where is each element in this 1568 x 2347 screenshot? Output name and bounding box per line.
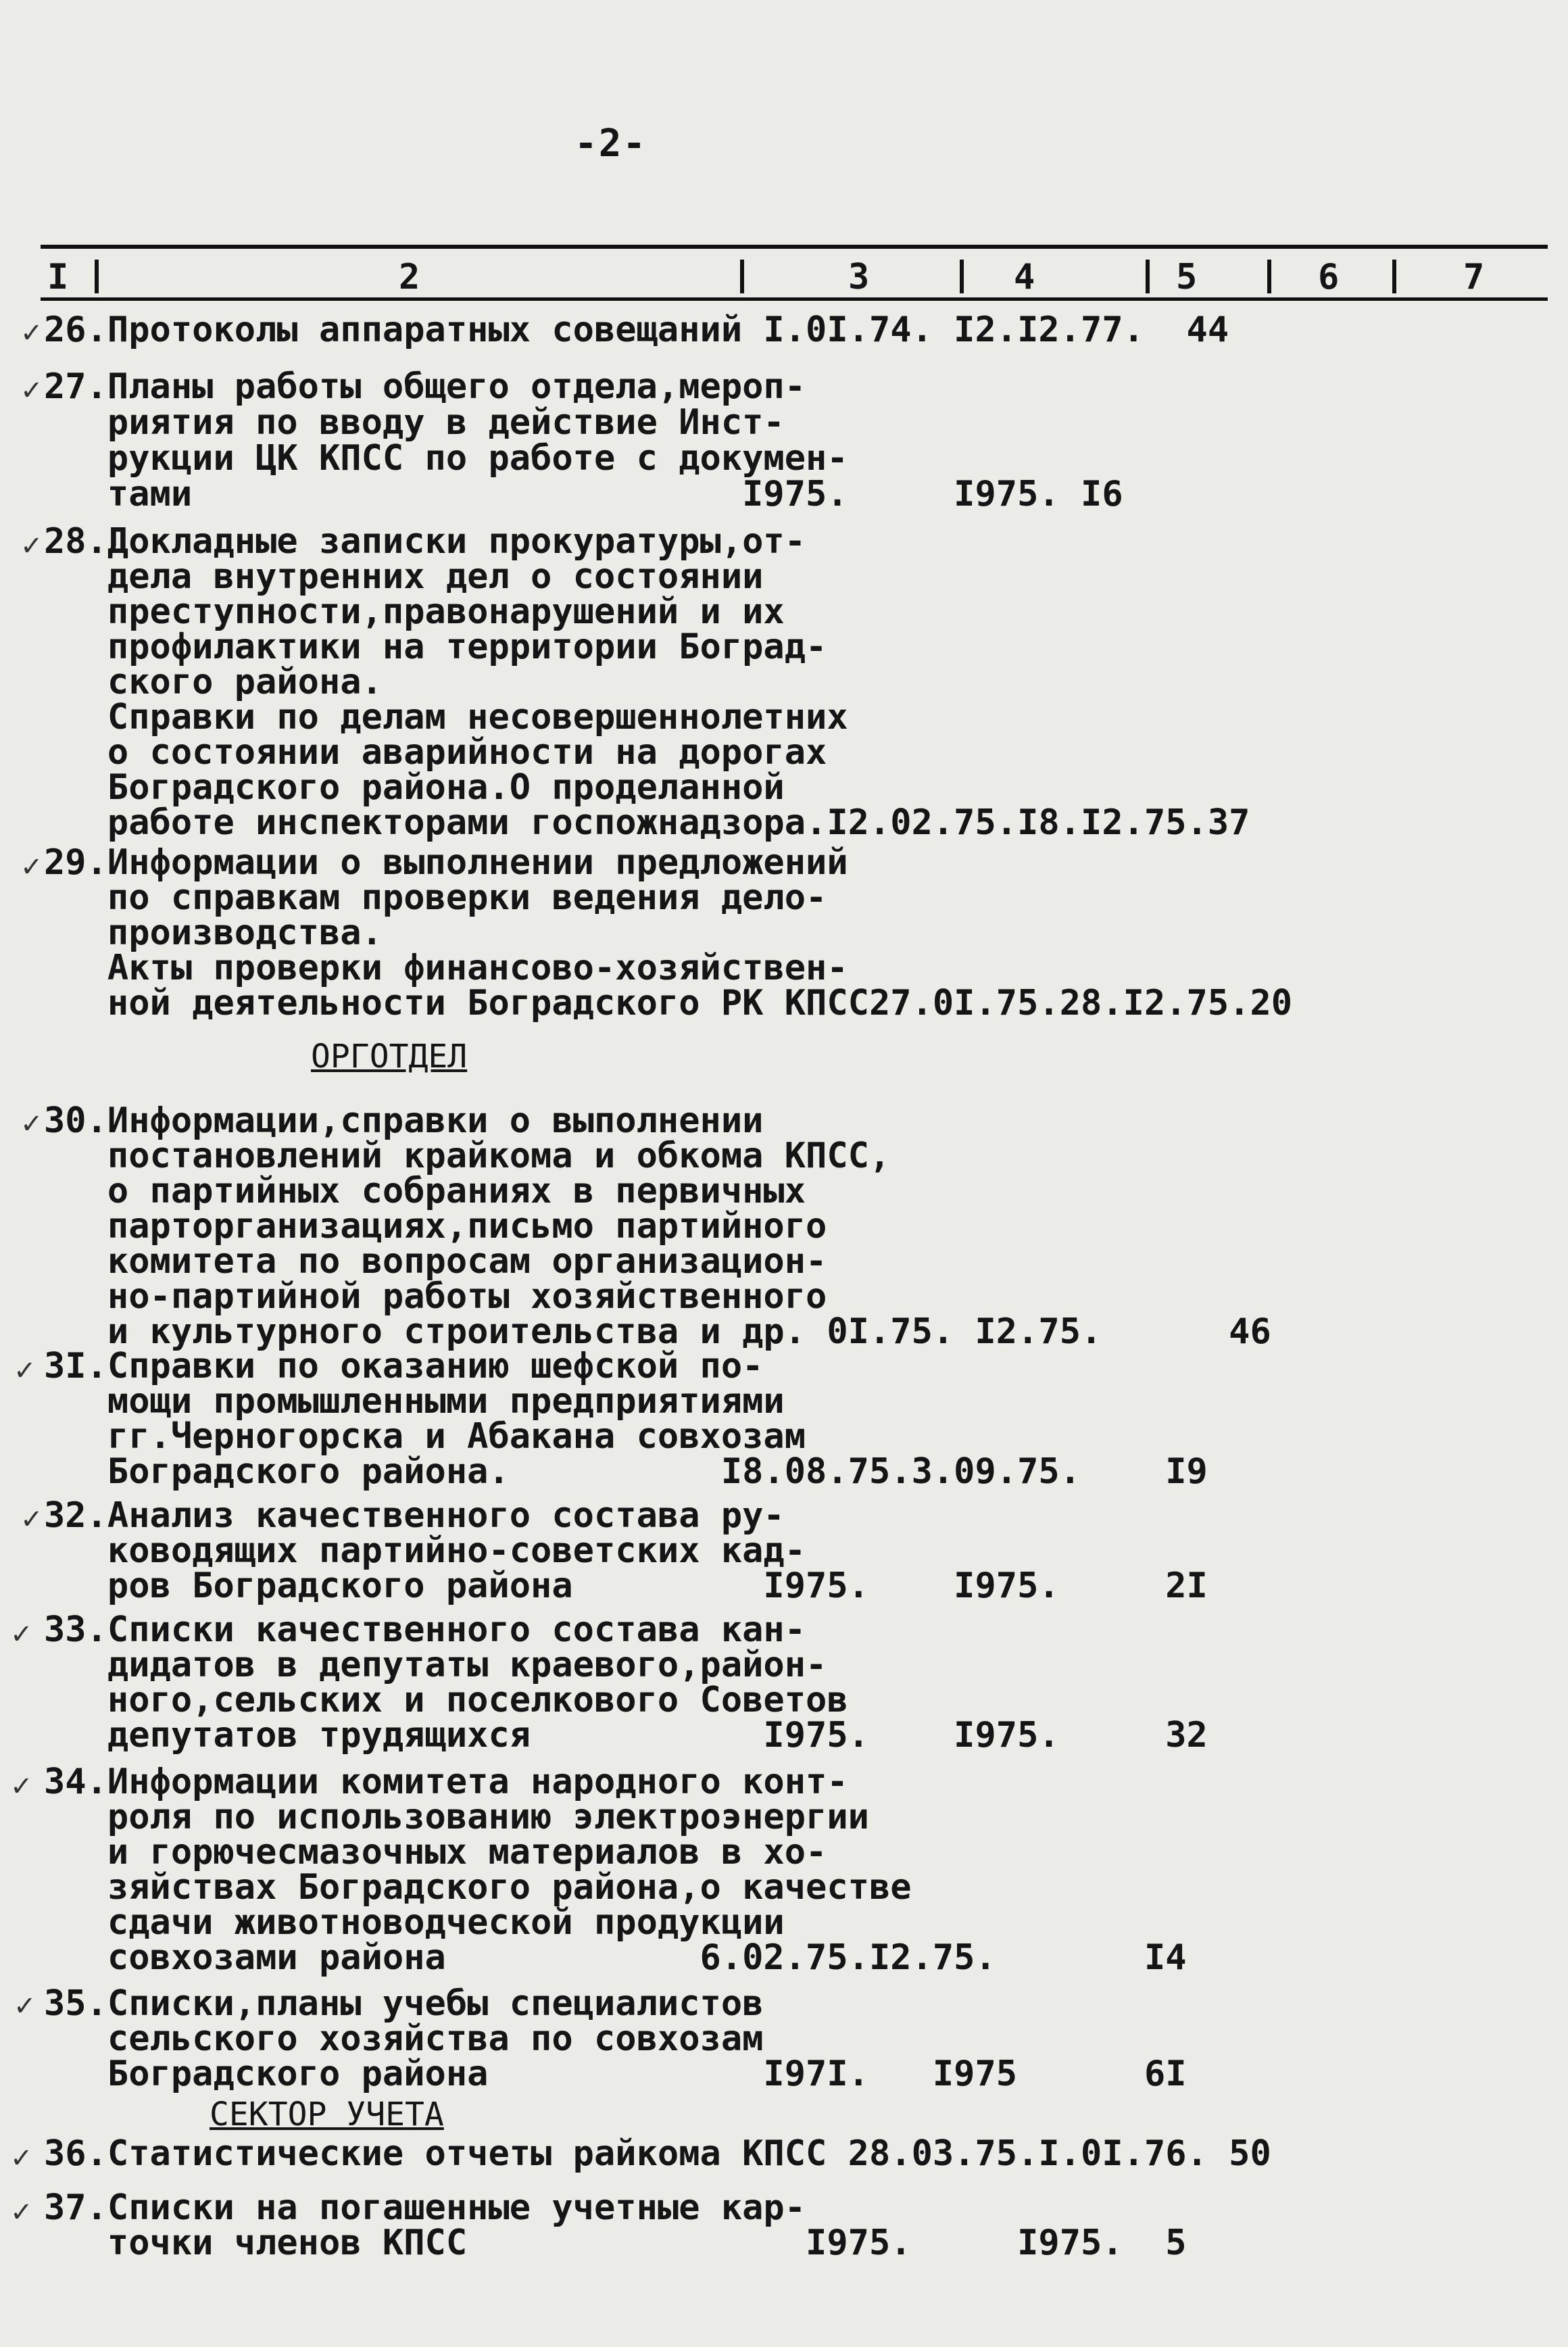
entry-line: роля по использованию электроэнергии	[44, 1797, 869, 1837]
entry-line: дела внутренних дел о состоянии	[44, 556, 764, 597]
checkmark-icon: ✓	[20, 852, 43, 883]
entry-line: точки членов КПСС I975. I975. 5	[44, 2223, 1187, 2263]
column-separator	[1267, 260, 1271, 293]
section-heading: ОРГОТДЕЛ	[311, 1038, 468, 1075]
checkmark-icon: ✓	[10, 1771, 33, 1802]
column-separator	[1392, 260, 1396, 293]
entry-line: ров Боградского района I975. I975. 2I	[44, 1566, 1208, 1606]
entry-line: 32.Анализ качественного состава ру-	[44, 1495, 785, 1536]
entry-line: ного,сельских и поселкового Советов	[44, 1680, 848, 1720]
entry-line: постановлений крайкома и обкома КПСС,	[44, 1136, 891, 1176]
checkmark-icon: ✓	[20, 1504, 43, 1535]
entry-line: дидатов в депутаты краевого,район-	[44, 1645, 827, 1685]
entry-line: профилактики на территории Боград-	[44, 627, 827, 667]
entry-line: сдачи животноводческой продукции	[44, 1902, 785, 1943]
column-number: 2	[399, 257, 420, 297]
column-number: 6	[1318, 257, 1340, 297]
entry-line: 28.Докладные записки прокуратуры,от-	[44, 521, 806, 562]
entry-line: мощи промышленными предприятиями	[44, 1381, 785, 1422]
checkmark-icon: ✓	[20, 1109, 43, 1140]
entry-line: преступности,правонарушений и их	[44, 591, 785, 632]
checkmark-icon: ✓	[20, 318, 43, 349]
checkmark-icon: ✓	[10, 2197, 33, 2228]
entry-line: гг.Черногорска и Абакана совхозам	[44, 1416, 806, 1457]
entry-line: 34.Информации комитета народного конт-	[44, 1762, 848, 1802]
column-separator	[1146, 260, 1150, 293]
entry-line: и культурного строительства и др. 0I.75. I2.75. 46	[44, 1311, 1271, 1352]
entry-line: ского района.	[44, 662, 383, 702]
column-number: 3	[848, 257, 870, 297]
entry-line: тами I975. I975. I6	[44, 474, 1123, 514]
entry-line: 29.Информации о выполнении предложений	[44, 842, 848, 883]
entry-line: Боградского района.О проделанной	[44, 767, 785, 808]
entry-line: риятия по вводу в действие Инст-	[44, 402, 785, 443]
page-number: -2-	[574, 122, 647, 166]
checkmark-icon: ✓	[10, 1619, 33, 1650]
entry-line: но-партийной работы хозяйственного	[44, 1276, 827, 1317]
entry-line: Акты проверки финансово-хозяйствен-	[44, 948, 848, 988]
entry-line: 37.Списки на погашенные учетные кар-	[44, 2187, 806, 2228]
entry-line: о состоянии аварийности на дорогах	[44, 732, 827, 773]
entry-line: 36.Статистические отчеты райкома КПСС 28.03.75.I.0I.76. 50	[44, 2133, 1271, 2174]
entry-line: рукции ЦК КПСС по работе с докумен-	[44, 438, 848, 479]
entry-line: о партийных собраниях в первичных	[44, 1171, 806, 1211]
column-number: I	[47, 257, 69, 297]
entry-line: 26.Протоколы аппаратных совещаний I.0I.74. I2.I2.77. 44	[44, 310, 1229, 350]
column-separator	[95, 260, 99, 293]
entry-line: 30.Информации,справки о выполнении	[44, 1100, 764, 1141]
entry-line: ководящих партийно-советских кад-	[44, 1530, 806, 1571]
entry-line: по справкам проверки ведения дело-	[44, 877, 827, 918]
header-rule-top	[41, 245, 1548, 249]
header-rule-bottom	[41, 297, 1548, 301]
entry-line: 27.Планы работы общего отдела,мероп-	[44, 366, 806, 407]
checkmark-icon: ✓	[20, 531, 43, 562]
checkmark-icon: ✓	[14, 1991, 36, 2022]
entry-line: комитета по вопросам организацион-	[44, 1241, 827, 1282]
checkmark-icon: ✓	[14, 1355, 36, 1386]
entry-line: ной деятельности Боградского РК КПСС27.0I.75.28.I2.75.20	[44, 983, 1293, 1023]
entry-line: совхозами района 6.02.75.I2.75. I4	[44, 1937, 1187, 1978]
entry-line: производства.	[44, 913, 383, 953]
entry-line: зяйствах Боградского района,о качестве	[44, 1867, 912, 1908]
entry-line: парторганизациях,письмо партийного	[44, 1206, 827, 1247]
entry-line: работе инспекторами госпожнадзора.I2.02.75.I8.I2.75.37	[44, 802, 1250, 843]
entry-line: сельского хозяйства по совхозам	[44, 2018, 764, 2059]
column-separator	[960, 260, 964, 293]
column-number: 7	[1463, 257, 1485, 297]
entry-line: Справки по делам несовершеннолетних	[44, 697, 848, 737]
entry-line: депутатов трудящихся I975. I975. 32	[44, 1715, 1208, 1756]
column-number: 4	[1014, 257, 1035, 297]
entry-line: 3I.Справки по оказанию шефской по-	[44, 1346, 764, 1386]
entry-line: Боградского района. I8.08.75.3.09.75. I9	[44, 1451, 1208, 1492]
checkmark-icon: ✓	[20, 375, 43, 406]
checkmark-icon: ✓	[10, 2143, 33, 2174]
entry-line: 33.Списки качественного состава кан-	[44, 1610, 806, 1650]
entry-line: 35.Списки,планы учебы специалистов	[44, 1983, 764, 2024]
entry-line: Боградского района I97I. I975 6I	[44, 2054, 1187, 2094]
column-number: 5	[1176, 257, 1198, 297]
section-heading: СЕКТОР УЧЕТА	[210, 2096, 444, 2133]
column-separator	[740, 260, 744, 293]
entry-line: и горючесмазочных материалов в хо-	[44, 1832, 827, 1872]
